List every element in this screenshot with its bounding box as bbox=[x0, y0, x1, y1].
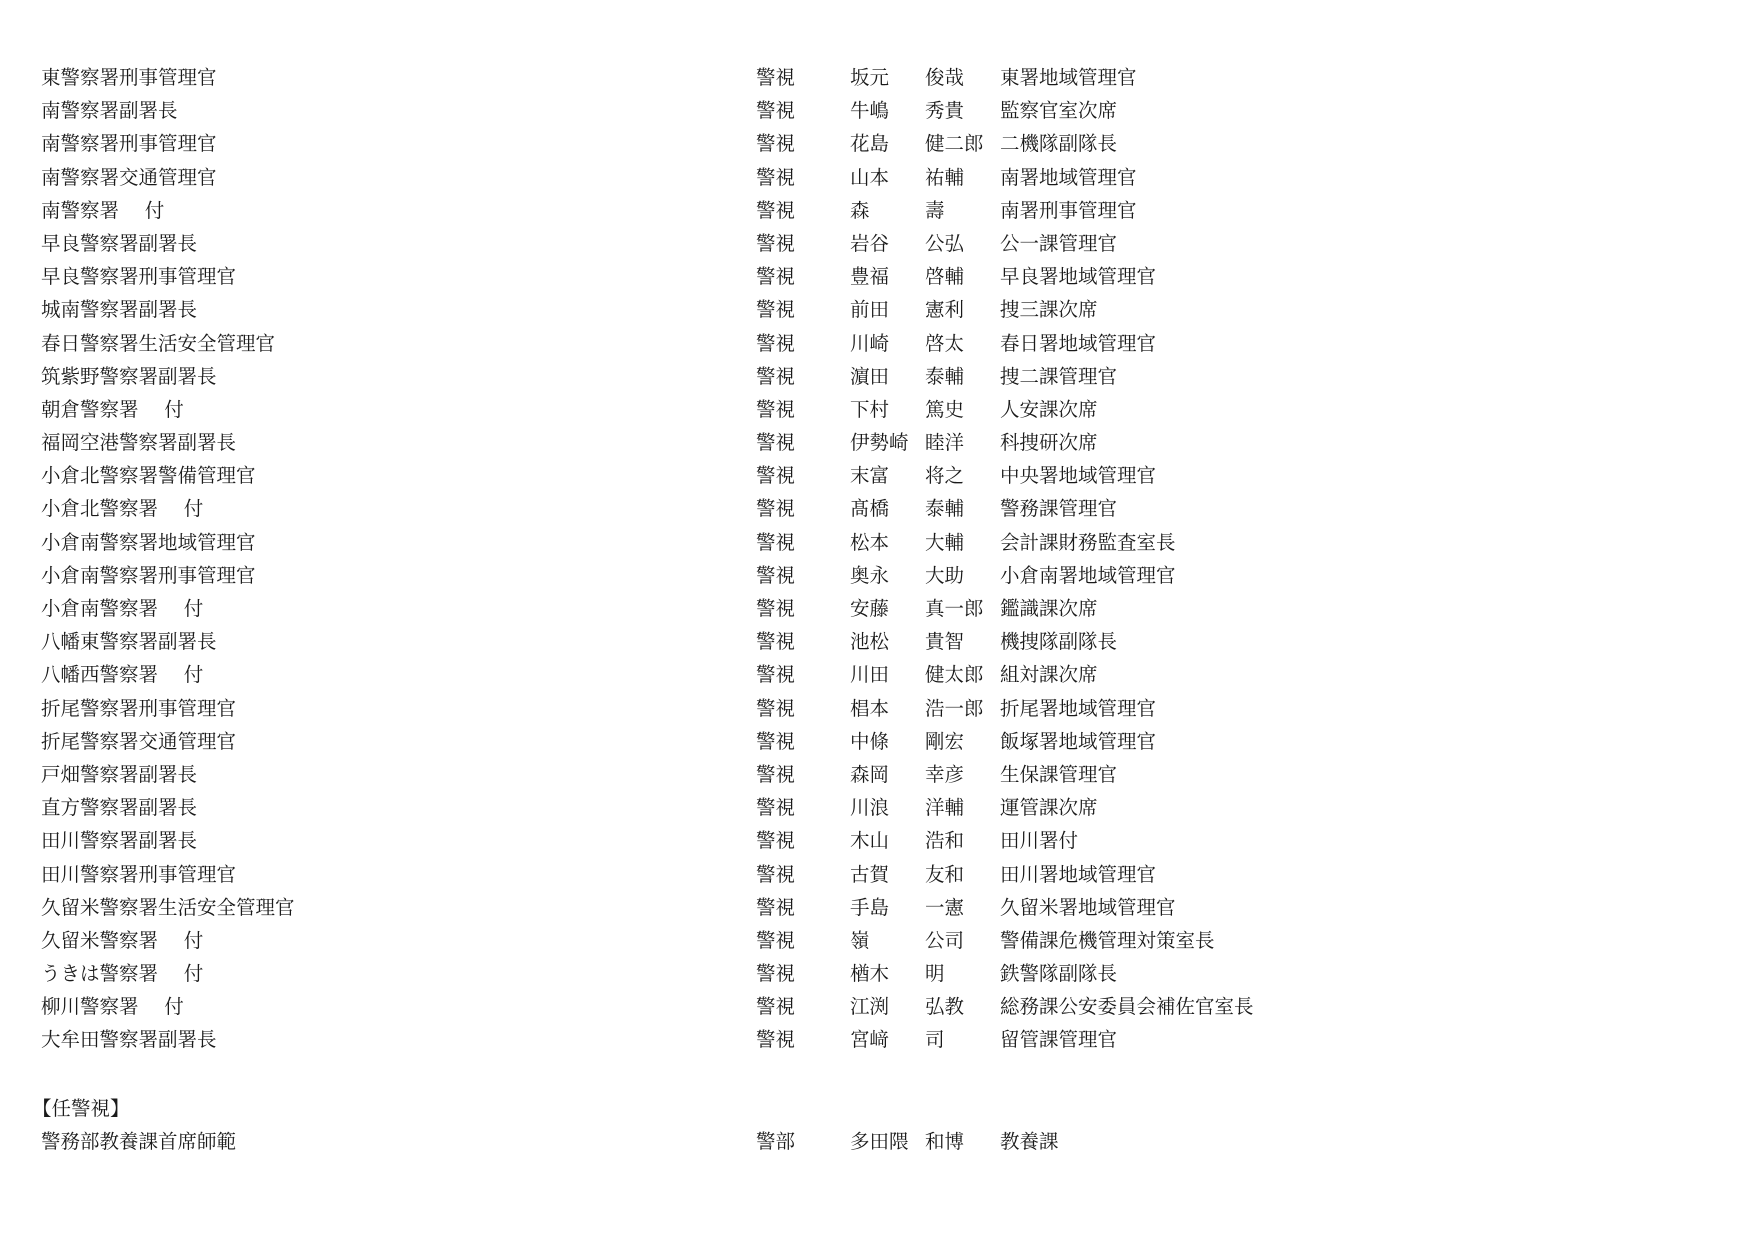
surname: 牛嶋 bbox=[850, 99, 890, 123]
surname: 濵田 bbox=[850, 364, 890, 388]
given-name: 和博 bbox=[925, 1130, 965, 1153]
previous-post: 早良署地域管理官 bbox=[1000, 265, 1157, 289]
previous-post: 春日署地域管理官 bbox=[1000, 331, 1157, 355]
previous-post: 南署刑事管理官 bbox=[1000, 198, 1137, 222]
previous-post: 折尾署地域管理官 bbox=[1000, 696, 1157, 720]
surname: 松本 bbox=[850, 530, 890, 554]
assignment-post: 田川警察署副署長 bbox=[41, 829, 198, 853]
previous-post: 鑑識課次席 bbox=[1000, 597, 1098, 620]
given-name: 友和 bbox=[925, 862, 965, 886]
assignment-post: 久留米警察署 付 bbox=[41, 928, 204, 952]
given-name: 健二郎 bbox=[925, 132, 984, 156]
rank: 警視 bbox=[756, 962, 796, 986]
given-name: 浩一郎 bbox=[925, 696, 984, 720]
surname: 森 bbox=[850, 198, 870, 222]
surname: 髙橋 bbox=[850, 497, 890, 521]
rank: 警視 bbox=[756, 995, 796, 1019]
assignment-post: 八幡西警察署 付 bbox=[41, 663, 204, 687]
assignment-post: 小倉南警察署 付 bbox=[41, 597, 204, 620]
personnel-row bbox=[0, 725, 1754, 758]
personnel-row bbox=[0, 1125, 1754, 1158]
assignment-post: 小倉北警察署警備管理官 bbox=[41, 464, 256, 488]
previous-post: 警備課危機管理対策室長 bbox=[1000, 928, 1215, 952]
previous-post: 東署地域管理官 bbox=[1000, 66, 1137, 89]
rank: 警視 bbox=[756, 298, 796, 322]
surname: 末富 bbox=[850, 464, 890, 488]
personnel-row bbox=[0, 61, 1754, 94]
personnel-row bbox=[0, 990, 1754, 1023]
given-name: 秀貴 bbox=[925, 99, 965, 123]
given-name: 将之 bbox=[925, 464, 965, 488]
previous-post: 組対課次席 bbox=[1000, 663, 1098, 687]
given-name: 大輔 bbox=[925, 530, 965, 554]
surname: 安藤 bbox=[850, 597, 890, 620]
assignment-post: 筑紫野警察署副署長 bbox=[41, 364, 217, 388]
personnel-row bbox=[0, 161, 1754, 194]
assignment-post: 小倉北警察署 付 bbox=[41, 497, 204, 521]
surname: 下村 bbox=[850, 397, 890, 421]
assignment-post: 戸畑警察署副署長 bbox=[41, 762, 198, 786]
personnel-row bbox=[0, 459, 1754, 492]
assignment-post: 直方警察署副署長 bbox=[41, 796, 198, 820]
rank: 警視 bbox=[756, 696, 796, 720]
personnel-row bbox=[0, 194, 1754, 227]
assignment-post: 小倉南警察署地域管理官 bbox=[41, 530, 256, 554]
assignment-post: 南警察署交通管理官 bbox=[41, 165, 217, 189]
surname: 嶺 bbox=[850, 928, 870, 952]
promotion-list bbox=[0, 1125, 1754, 1158]
assignment-post: 八幡東警察署副署長 bbox=[41, 630, 217, 654]
personnel-row bbox=[0, 227, 1754, 260]
rank: 警視 bbox=[756, 762, 796, 786]
personnel-row bbox=[0, 127, 1754, 160]
previous-post: 小倉南署地域管理官 bbox=[1000, 563, 1176, 587]
given-name: 公弘 bbox=[925, 231, 965, 255]
assignment-post: 警務部教養課首席師範 bbox=[41, 1130, 237, 1153]
surname: 川崎 bbox=[850, 331, 890, 355]
given-name: 俊哉 bbox=[925, 66, 965, 89]
surname: 多田隈 bbox=[850, 1130, 909, 1153]
given-name: 洋輔 bbox=[925, 796, 965, 820]
assignment-post: 田川警察署刑事管理官 bbox=[41, 862, 237, 886]
surname: 椙本 bbox=[850, 696, 890, 720]
previous-post: 機捜隊副隊長 bbox=[1000, 630, 1118, 654]
promotion-section-heading: 【任警視】 bbox=[32, 1097, 130, 1120]
given-name: 大助 bbox=[925, 563, 965, 587]
given-name: 明 bbox=[925, 962, 945, 986]
personnel-row bbox=[0, 592, 1754, 625]
surname: 川田 bbox=[850, 663, 890, 687]
assignment-post: 城南警察署副署長 bbox=[41, 298, 198, 322]
personnel-row bbox=[0, 957, 1754, 990]
surname: 伊勢崎 bbox=[850, 431, 909, 455]
rank: 警視 bbox=[756, 364, 796, 388]
transfer-list bbox=[0, 61, 1754, 1057]
rank: 警視 bbox=[756, 862, 796, 886]
given-name: 泰輔 bbox=[925, 364, 965, 388]
assignment-post: 大牟田警察署副署長 bbox=[41, 1028, 217, 1052]
personnel-row bbox=[0, 791, 1754, 824]
rank: 警視 bbox=[756, 530, 796, 554]
personnel-row bbox=[0, 327, 1754, 360]
given-name: 司 bbox=[925, 1028, 945, 1052]
surname: 楢木 bbox=[850, 962, 890, 986]
personnel-row bbox=[0, 924, 1754, 957]
rank: 警視 bbox=[756, 829, 796, 853]
rank: 警視 bbox=[756, 630, 796, 654]
assignment-post: 折尾警察署刑事管理官 bbox=[41, 696, 237, 720]
assignment-post: 折尾警察署交通管理官 bbox=[41, 729, 237, 753]
personnel-row bbox=[0, 526, 1754, 559]
assignment-post: 早良警察署副署長 bbox=[41, 231, 198, 255]
given-name: 篤史 bbox=[925, 397, 965, 421]
rank: 警視 bbox=[756, 796, 796, 820]
previous-post: 二機隊副隊長 bbox=[1000, 132, 1118, 156]
surname: 池松 bbox=[850, 630, 890, 654]
personnel-row bbox=[0, 658, 1754, 691]
personnel-row bbox=[0, 758, 1754, 791]
given-name: 憲利 bbox=[925, 298, 965, 322]
given-name: 弘教 bbox=[925, 995, 965, 1019]
rank: 警視 bbox=[756, 928, 796, 952]
rank: 警視 bbox=[756, 895, 796, 919]
given-name: 真一郎 bbox=[925, 597, 984, 620]
assignment-post: 春日警察署生活安全管理官 bbox=[41, 331, 276, 355]
assignment-post: うきは警察署 付 bbox=[41, 962, 204, 986]
personnel-row bbox=[0, 559, 1754, 592]
surname: 手島 bbox=[850, 895, 890, 919]
previous-post: 田川署付 bbox=[1000, 829, 1079, 853]
personnel-row bbox=[0, 1023, 1754, 1056]
personnel-row bbox=[0, 492, 1754, 525]
personnel-row bbox=[0, 360, 1754, 393]
previous-post: 中央署地域管理官 bbox=[1000, 464, 1157, 488]
given-name: 祐輔 bbox=[925, 165, 965, 189]
previous-post: 人安課次席 bbox=[1000, 397, 1098, 421]
personnel-row bbox=[0, 393, 1754, 426]
previous-post: 南署地域管理官 bbox=[1000, 165, 1137, 189]
given-name: 幸彦 bbox=[925, 762, 965, 786]
surname: 宮﨑 bbox=[850, 1028, 890, 1052]
surname: 江渕 bbox=[850, 995, 890, 1019]
personnel-row bbox=[0, 891, 1754, 924]
previous-post: 科捜研次席 bbox=[1000, 431, 1098, 455]
assignment-post: 福岡空港警察署副署長 bbox=[41, 431, 237, 455]
previous-post: 留管課管理官 bbox=[1000, 1028, 1118, 1052]
assignment-post: 南警察署 付 bbox=[41, 198, 165, 222]
given-name: 健太郎 bbox=[925, 663, 984, 687]
surname: 森岡 bbox=[850, 762, 890, 786]
previous-post: 捜二課管理官 bbox=[1000, 364, 1118, 388]
previous-post: 鉄警隊副隊長 bbox=[1000, 962, 1118, 986]
surname: 川浪 bbox=[850, 796, 890, 820]
previous-post: 生保課管理官 bbox=[1000, 762, 1118, 786]
given-name: 泰輔 bbox=[925, 497, 965, 521]
surname: 山本 bbox=[850, 165, 890, 189]
rank: 警視 bbox=[756, 397, 796, 421]
rank: 警視 bbox=[756, 331, 796, 355]
previous-post: 運管課次席 bbox=[1000, 796, 1098, 820]
assignment-post: 早良警察署刑事管理官 bbox=[41, 265, 237, 289]
personnel-row bbox=[0, 293, 1754, 326]
previous-post: 捜三課次席 bbox=[1000, 298, 1098, 322]
given-name: 睦洋 bbox=[925, 431, 965, 455]
surname: 中條 bbox=[850, 729, 890, 753]
previous-post: 公一課管理官 bbox=[1000, 231, 1118, 255]
given-name: 壽 bbox=[925, 198, 945, 222]
rank: 警視 bbox=[756, 1028, 796, 1052]
given-name: 剛宏 bbox=[925, 729, 965, 753]
rank: 警視 bbox=[756, 431, 796, 455]
personnel-row bbox=[0, 824, 1754, 857]
given-name: 貴智 bbox=[925, 630, 965, 654]
rank: 警視 bbox=[756, 563, 796, 587]
previous-post: 飯塚署地域管理官 bbox=[1000, 729, 1157, 753]
personnel-row bbox=[0, 858, 1754, 891]
given-name: 一憲 bbox=[925, 895, 965, 919]
previous-post: 田川署地域管理官 bbox=[1000, 862, 1157, 886]
rank: 警視 bbox=[756, 231, 796, 255]
rank: 警視 bbox=[756, 497, 796, 521]
personnel-row bbox=[0, 426, 1754, 459]
rank: 警視 bbox=[756, 132, 796, 156]
given-name: 啓輔 bbox=[925, 265, 965, 289]
rank: 警視 bbox=[756, 597, 796, 620]
personnel-row bbox=[0, 94, 1754, 127]
rank: 警視 bbox=[756, 464, 796, 488]
rank: 警視 bbox=[756, 265, 796, 289]
previous-post: 会計課財務監査室長 bbox=[1000, 530, 1176, 554]
surname: 坂元 bbox=[850, 66, 890, 89]
surname: 岩谷 bbox=[850, 231, 890, 255]
assignment-post: 久留米警察署生活安全管理官 bbox=[41, 895, 295, 919]
assignment-post: 東警察署刑事管理官 bbox=[41, 66, 217, 89]
surname: 古賀 bbox=[850, 862, 890, 886]
previous-post: 警務課管理官 bbox=[1000, 497, 1118, 521]
rank: 警視 bbox=[756, 165, 796, 189]
given-name: 啓太 bbox=[925, 331, 965, 355]
rank: 警視 bbox=[756, 729, 796, 753]
surname: 前田 bbox=[850, 298, 890, 322]
previous-post: 監察官室次席 bbox=[1000, 99, 1118, 123]
given-name: 公司 bbox=[925, 928, 965, 952]
personnel-row bbox=[0, 692, 1754, 725]
assignment-post: 南警察署副署長 bbox=[41, 99, 178, 123]
surname: 木山 bbox=[850, 829, 890, 853]
previous-post: 総務課公安委員会補佐官室長 bbox=[1000, 995, 1254, 1019]
assignment-post: 小倉南警察署刑事管理官 bbox=[41, 563, 256, 587]
rank: 警視 bbox=[756, 198, 796, 222]
rank: 警視 bbox=[756, 66, 796, 89]
surname: 豊福 bbox=[850, 265, 890, 289]
given-name: 浩和 bbox=[925, 829, 965, 853]
rank: 警視 bbox=[756, 99, 796, 123]
personnel-row bbox=[0, 625, 1754, 658]
previous-post: 久留米署地域管理官 bbox=[1000, 895, 1176, 919]
rank: 警部 bbox=[756, 1130, 796, 1153]
rank: 警視 bbox=[756, 663, 796, 687]
surname: 奥永 bbox=[850, 563, 890, 587]
personnel-row bbox=[0, 260, 1754, 293]
assignment-post: 南警察署刑事管理官 bbox=[41, 132, 217, 156]
assignment-post: 朝倉警察署 付 bbox=[41, 397, 184, 421]
surname: 花島 bbox=[850, 132, 890, 156]
assignment-post: 柳川警察署 付 bbox=[41, 995, 184, 1019]
previous-post: 教養課 bbox=[1000, 1130, 1059, 1153]
